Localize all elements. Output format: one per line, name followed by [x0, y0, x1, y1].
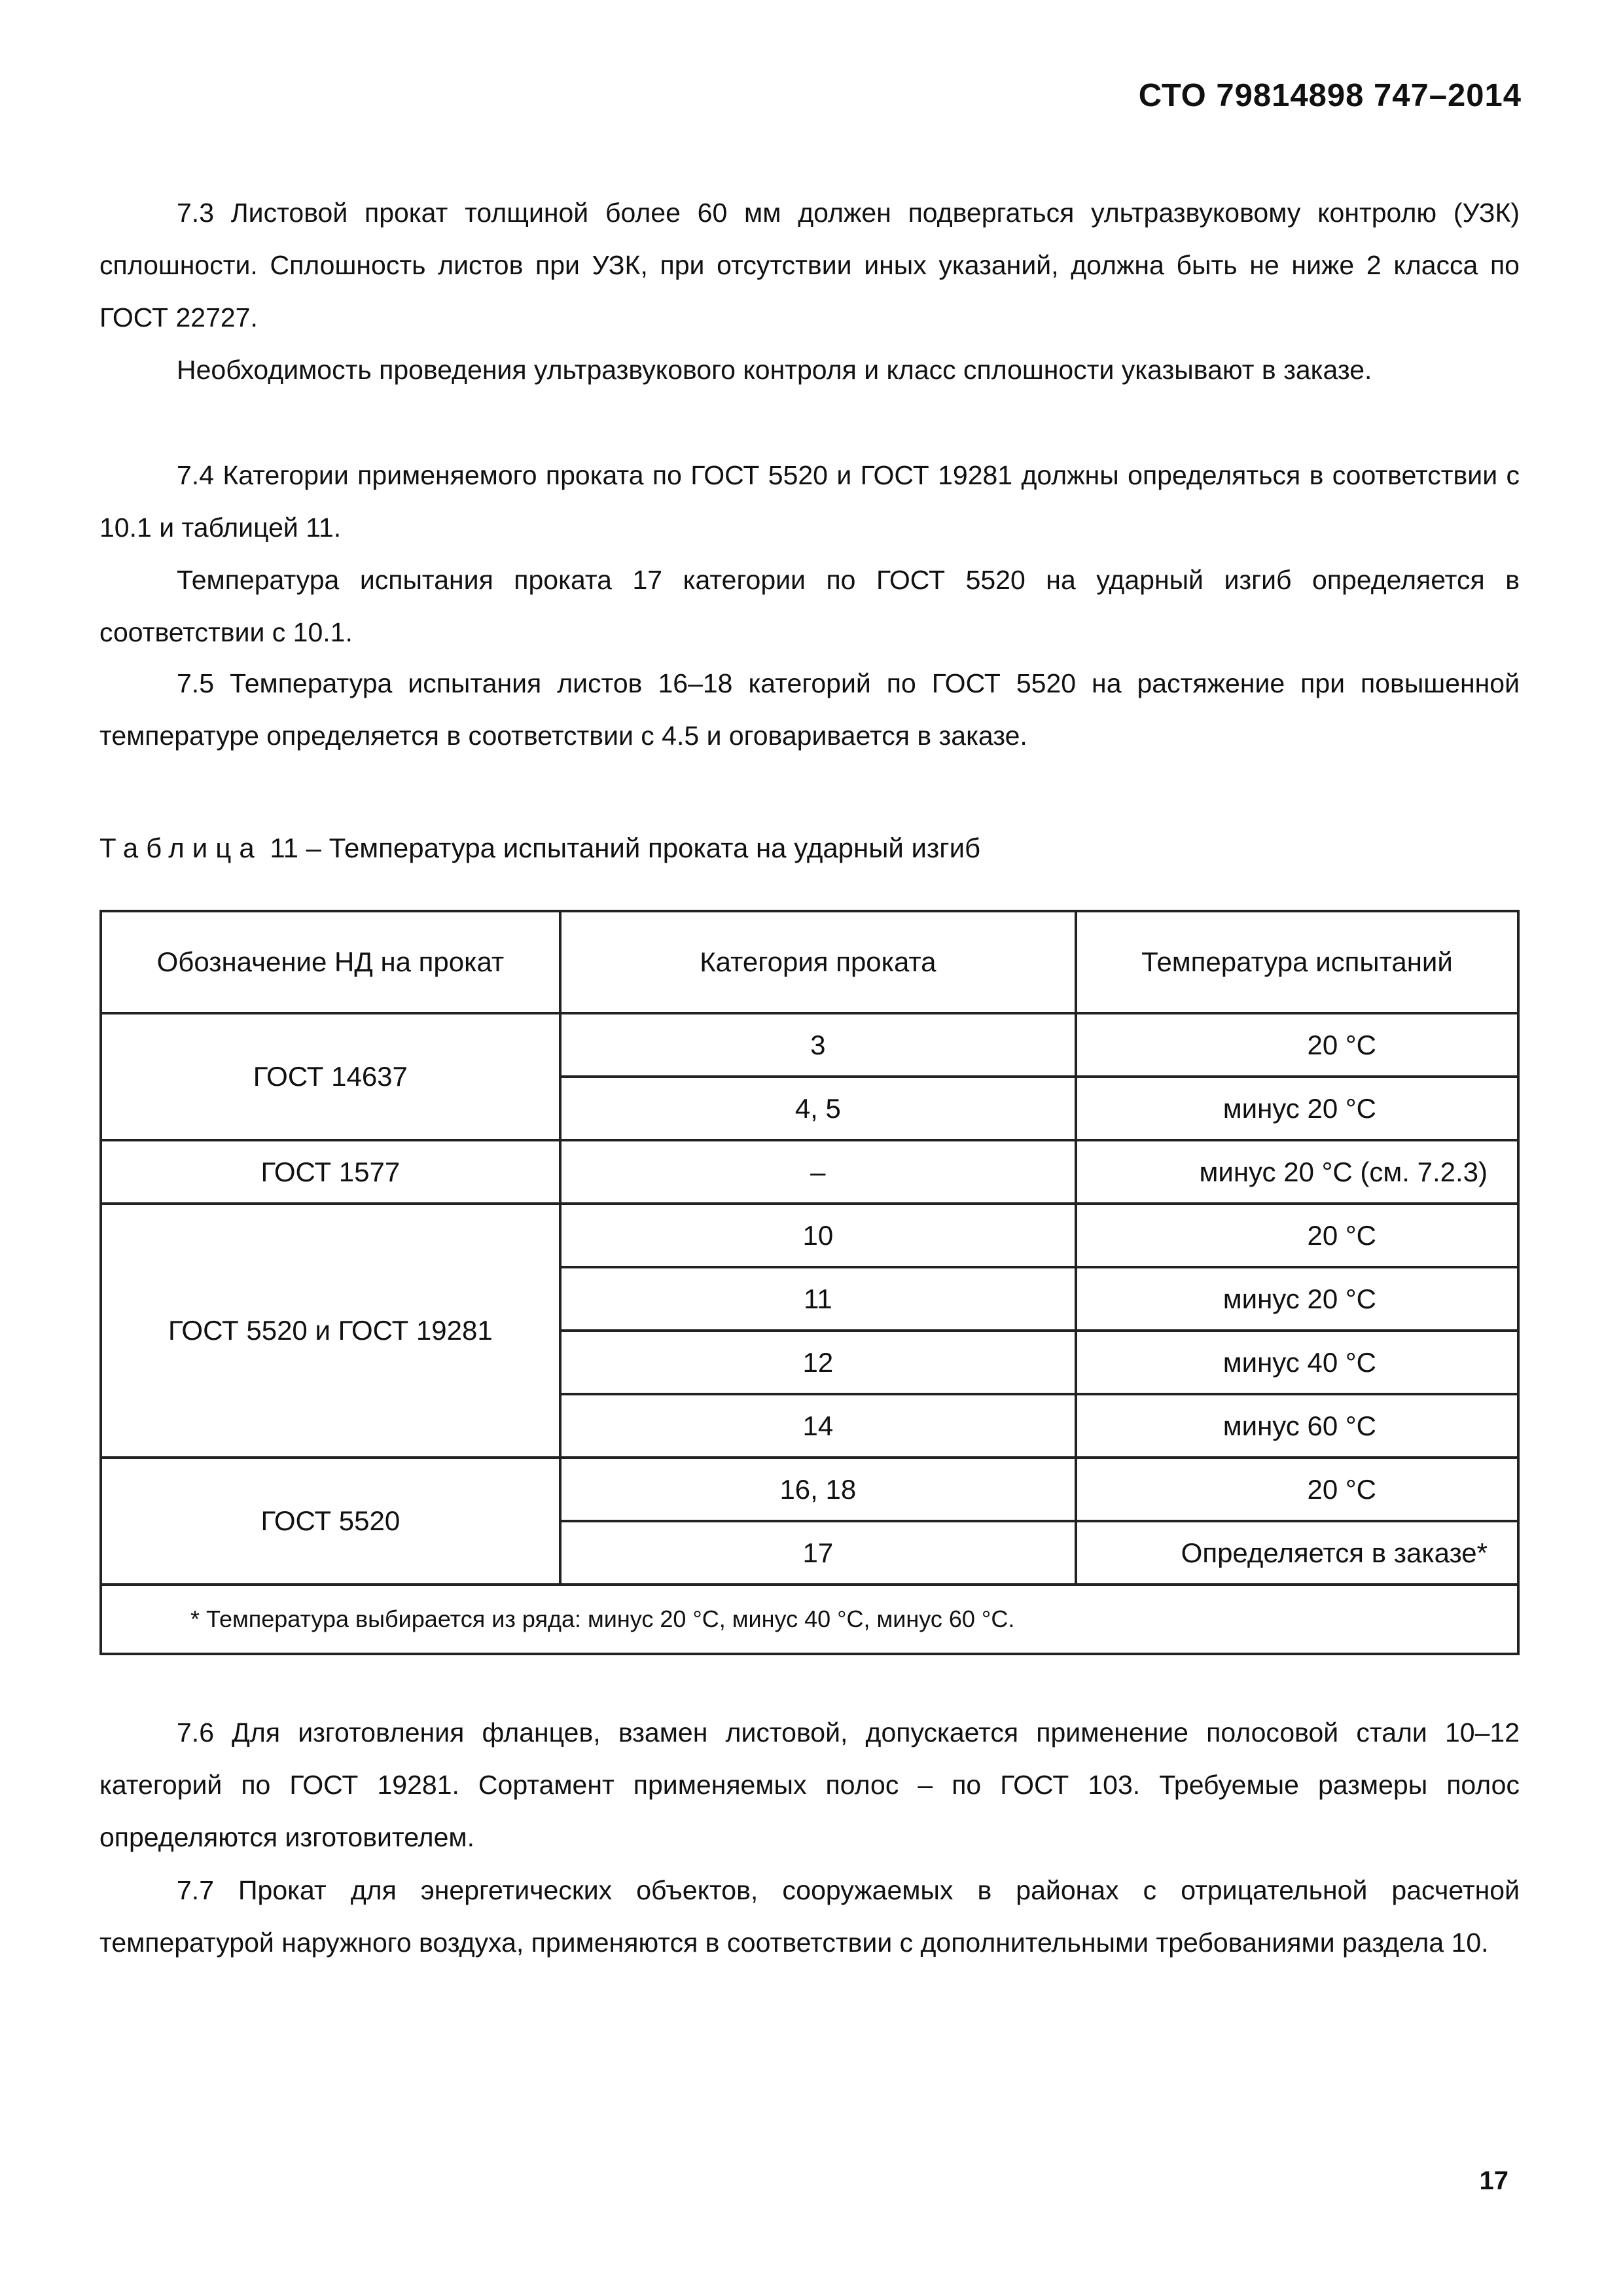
category-cell: 12	[560, 1331, 1076, 1394]
category-cell: 14	[560, 1394, 1076, 1458]
header-test-temperature: Температура испытаний	[1076, 911, 1518, 1013]
category-cell: 16, 18	[560, 1458, 1076, 1521]
temperature-cell: 20 °С	[1076, 1458, 1518, 1521]
category-cell: –	[560, 1140, 1076, 1204]
category-cell: 4, 5	[560, 1077, 1076, 1140]
table-footnote: * Температура выбирается из ряда: минус 20 °С, минус 40 °С, минус 60 °С.	[101, 1585, 1518, 1654]
category-cell: 10	[560, 1204, 1076, 1267]
table-caption-word: Таблица	[99, 833, 262, 863]
table-header-row	[101, 911, 1518, 1013]
table-footnote-row	[101, 1585, 1518, 1654]
paragraph-7-4-continued: Температура испытания проката 17 категории по ГОСТ 5520 на ударный изгиб определяется в соответствии с 10.1.	[99, 565, 1520, 647]
category-cell: 11	[560, 1267, 1076, 1331]
table-row	[101, 1204, 1518, 1267]
paragraph-7-5: 7.5 Температура испытания листов 16–18 категорий по ГОСТ 5520 на растяжение при повышенной температуре определяется в соответствии с 4.5 и оговаривается в заказе.	[99, 668, 1520, 751]
doc-cell: ГОСТ 5520	[101, 1458, 560, 1585]
page-number: 17	[1479, 2166, 1508, 2195]
table-caption-title: 11 – Температура испытаний проката на ударный изгиб	[270, 833, 981, 863]
doc-cell: ГОСТ 1577	[101, 1140, 560, 1204]
table-caption	[99, 833, 980, 864]
category-cell: 17	[560, 1521, 1076, 1585]
doc-cell: ГОСТ 5520 и ГОСТ 19281	[101, 1204, 560, 1458]
test-temperature-table	[99, 910, 1520, 1655]
paragraph-7-6: 7.6 Для изготовления фланцев, взамен листовой, допускается применение полосовой стали 10–12 категорий по ГОСТ 19281. Сортамент применяемых полос – по ГОСТ 103. Требуемые размеры полос определяются изготовителем.	[99, 1717, 1520, 1852]
doc-cell: ГОСТ 14637	[101, 1013, 560, 1140]
header-category: Категория проката	[560, 911, 1076, 1013]
paragraph-7-7: 7.7 Прокат для энергетических объектов, сооружаемых в районах с отрицательной расчетной температурой наружного воздуха, применяются в соответствии с дополнительными требованиями раздела 10.	[99, 1875, 1520, 1958]
paragraph-7-3: 7.3 Листовой прокат толщиной более 60 мм должен подвергаться ультразвуковому контролю (УЗК) сплошности. Сплошность листов при УЗК, при отсутствии иных указаний, должна быть не ниже 2 класса по ГОСТ 22727.	[99, 198, 1520, 332]
temperature-cell: минус 20 °С	[1076, 1077, 1518, 1140]
document-code: СТО 79814898 747–2014	[1138, 78, 1522, 113]
temperature-cell: Определяется в заказе*	[1076, 1521, 1518, 1585]
table-row	[101, 1140, 1518, 1204]
temperature-cell: минус 60 °С	[1076, 1394, 1518, 1458]
temperature-cell: минус 20 °С	[1076, 1267, 1518, 1331]
paragraph-7-4: 7.4 Категории применяемого проката по ГОСТ 5520 и ГОСТ 19281 должны определяться в соответствии с 10.1 и таблицей 11.	[99, 460, 1520, 543]
paragraph-7-3-continued: Необходимость проведения ультразвукового контроля и класс сплошности указывают в заказе.	[177, 355, 1372, 385]
table-row	[101, 1458, 1518, 1521]
category-cell: 3	[560, 1013, 1076, 1077]
temperature-cell: 20 °С	[1076, 1013, 1518, 1077]
table-row	[101, 1013, 1518, 1077]
temperature-cell: минус 20 °С (см. 7.2.3)	[1076, 1140, 1518, 1204]
temperature-cell: 20 °С	[1076, 1204, 1518, 1267]
temperature-cell: минус 40 °С	[1076, 1331, 1518, 1394]
header-doc-designation: Обозначение НД на прокат	[101, 911, 560, 1013]
